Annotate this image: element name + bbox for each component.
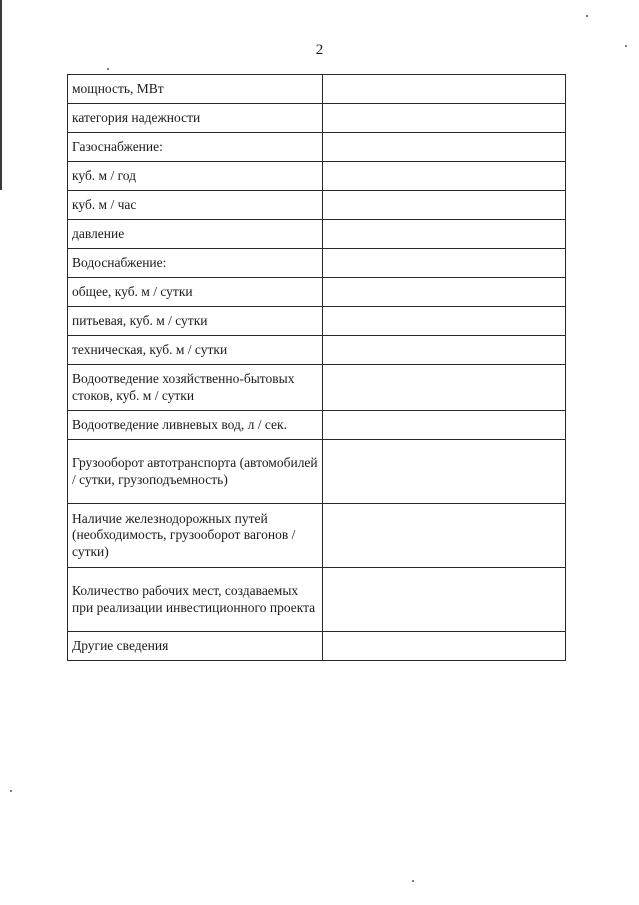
row-label: Количество рабочих мест, создаваемых при реализации инвестиционного проекта bbox=[68, 568, 323, 632]
table-row bbox=[68, 104, 566, 133]
row-label: Водоснабжение: bbox=[68, 249, 323, 278]
row-value-cell bbox=[323, 191, 566, 220]
table-row bbox=[68, 249, 566, 278]
scan-speck bbox=[412, 880, 414, 882]
table-row bbox=[68, 568, 566, 632]
table-row bbox=[68, 440, 566, 504]
scan-speck bbox=[586, 15, 588, 17]
row-value-cell bbox=[323, 249, 566, 278]
row-label: куб. м / год bbox=[68, 162, 323, 191]
requirements-table bbox=[67, 74, 566, 661]
scan-left-edge bbox=[0, 0, 2, 190]
row-value-cell bbox=[323, 133, 566, 162]
row-label: куб. м / час bbox=[68, 191, 323, 220]
table-row bbox=[68, 75, 566, 104]
table-row bbox=[68, 411, 566, 440]
row-value-cell bbox=[323, 307, 566, 336]
row-label: категория надежности bbox=[68, 104, 323, 133]
row-value-cell bbox=[323, 75, 566, 104]
row-value-cell bbox=[323, 162, 566, 191]
row-value-cell bbox=[323, 220, 566, 249]
row-value-cell bbox=[323, 365, 566, 411]
table-row bbox=[68, 162, 566, 191]
table-row bbox=[68, 307, 566, 336]
table-row bbox=[68, 278, 566, 307]
row-value-cell bbox=[323, 104, 566, 133]
row-label: Водоотведение ливневых вод, л / сек. bbox=[68, 411, 323, 440]
scan-speck bbox=[107, 68, 109, 70]
row-label: общее, куб. м / сутки bbox=[68, 278, 323, 307]
table-row bbox=[68, 191, 566, 220]
row-value-cell bbox=[323, 504, 566, 568]
row-label: Грузооборот автотранспорта (автомобилей / сутки, грузоподъемность) bbox=[68, 440, 323, 504]
table-row bbox=[68, 336, 566, 365]
row-value-cell bbox=[323, 336, 566, 365]
row-label: техническая, куб. м / сутки bbox=[68, 336, 323, 365]
page-number: 2 bbox=[315, 42, 324, 58]
table-row bbox=[68, 365, 566, 411]
row-value-cell bbox=[323, 278, 566, 307]
row-value-cell bbox=[323, 440, 566, 504]
table-row bbox=[68, 220, 566, 249]
row-value-cell bbox=[323, 632, 566, 661]
row-label: Газоснабжение: bbox=[68, 133, 323, 162]
table-row bbox=[68, 133, 566, 162]
row-label: Другие сведения bbox=[68, 632, 323, 661]
scan-speck bbox=[10, 790, 12, 792]
row-label: Наличие железнодорожных путей (необходимость, грузооборот вагонов / сутки) bbox=[68, 504, 323, 568]
row-value-cell bbox=[323, 568, 566, 632]
row-value-cell bbox=[323, 411, 566, 440]
row-label: питьевая, куб. м / сутки bbox=[68, 307, 323, 336]
table-row bbox=[68, 632, 566, 661]
row-label: мощность, МВт bbox=[68, 75, 323, 104]
row-label: давление bbox=[68, 220, 323, 249]
table-row bbox=[68, 504, 566, 568]
row-label: Водоотведение хозяйственно-бытовых стоков, куб. м / сутки bbox=[68, 365, 323, 411]
